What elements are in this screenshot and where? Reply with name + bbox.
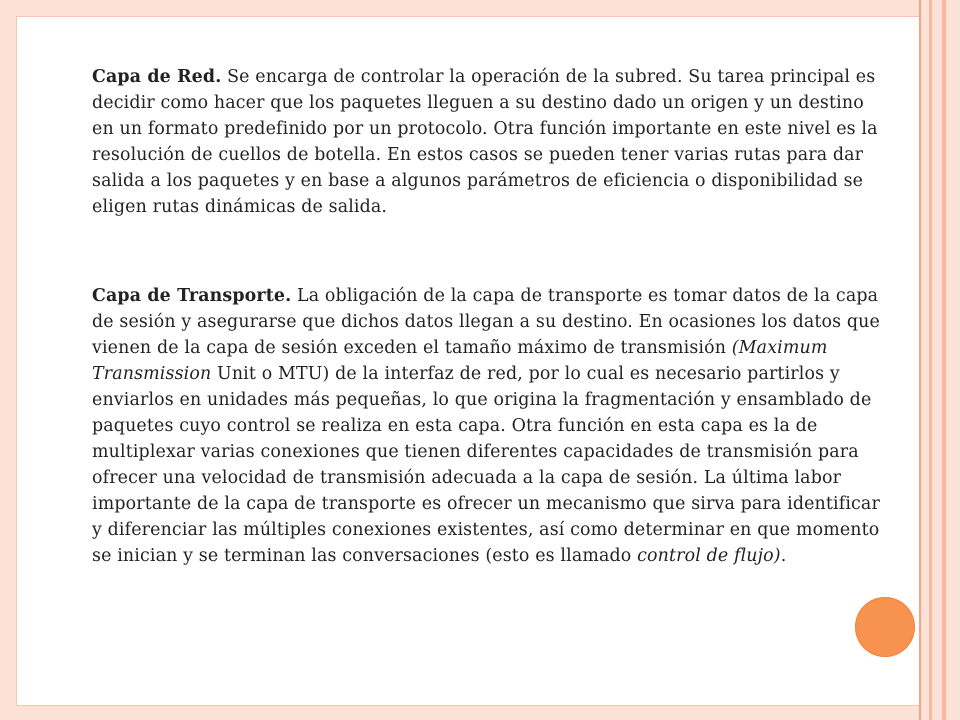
heading-capa-de-red: Capa de Red.	[92, 67, 222, 87]
paragraph-capa-de-transporte	[92, 283, 882, 569]
italic-maximum-transmission: (Maximum Transmission	[92, 338, 828, 384]
body-capa-de-red: Se encarga de controlar la operación de la subred. Su tarea principal es decidir como hacer que los paquetes lleguen a su destino dado un origen y un destino en un formato predefinido por un protocolo. Otra función importante en este nivel es la resolución de cuellos de botella. En estos casos se pueden tener varias rutas para dar salida a los paquetes y en base a algunos parámetros de eficiencia o disponibilidad se eligen rutas dinámicas de salida.	[92, 67, 878, 217]
body-capa-de-transporte-part-1: La obligación de la capa de transporte es tomar datos de la capa de sesión y asegurarse que dichos datos llegan a su destino. En ocasiones los datos que vienen de la capa de sesión exceden el tamaño máximo de transmisión	[92, 286, 880, 358]
frame-bottom-border	[0, 706, 920, 720]
heading-capa-de-transporte: Capa de Transporte.	[92, 286, 292, 306]
italic-control-de-flujo: control de flujo)	[637, 546, 781, 566]
decorative-stripe	[932, 0, 942, 720]
decorative-circle	[855, 597, 915, 657]
paragraph-capa-de-red	[92, 64, 882, 220]
frame-top-border	[0, 0, 920, 16]
decorative-stripe	[946, 0, 960, 720]
decorative-stripe	[921, 0, 929, 720]
frame-left-border	[0, 0, 16, 720]
body-capa-de-transporte-part-3: .	[780, 546, 787, 566]
body-capa-de-transporte-part-2: Unit o MTU) de la interfaz de red, por lo cual es necesario partirlos y enviarlos en unidades más pequeñas, lo que origina la fragmentación y ensamblado de paquetes cuyo control se realiza en esta capa. Otra función en esta capa es la de multiplexar varias conexiones que tienen diferentes capacidades de transmisión para ofrecer una velocidad de transmisión adecuada a la capa de sesión. La última labor importante de la capa de transporte es ofrecer un mecanismo que sirva para identificar y diferenciar las múltiples conexiones existentes, así como determinar en que momento se inician y se terminan las conversaciones (esto es llamado	[92, 364, 880, 566]
